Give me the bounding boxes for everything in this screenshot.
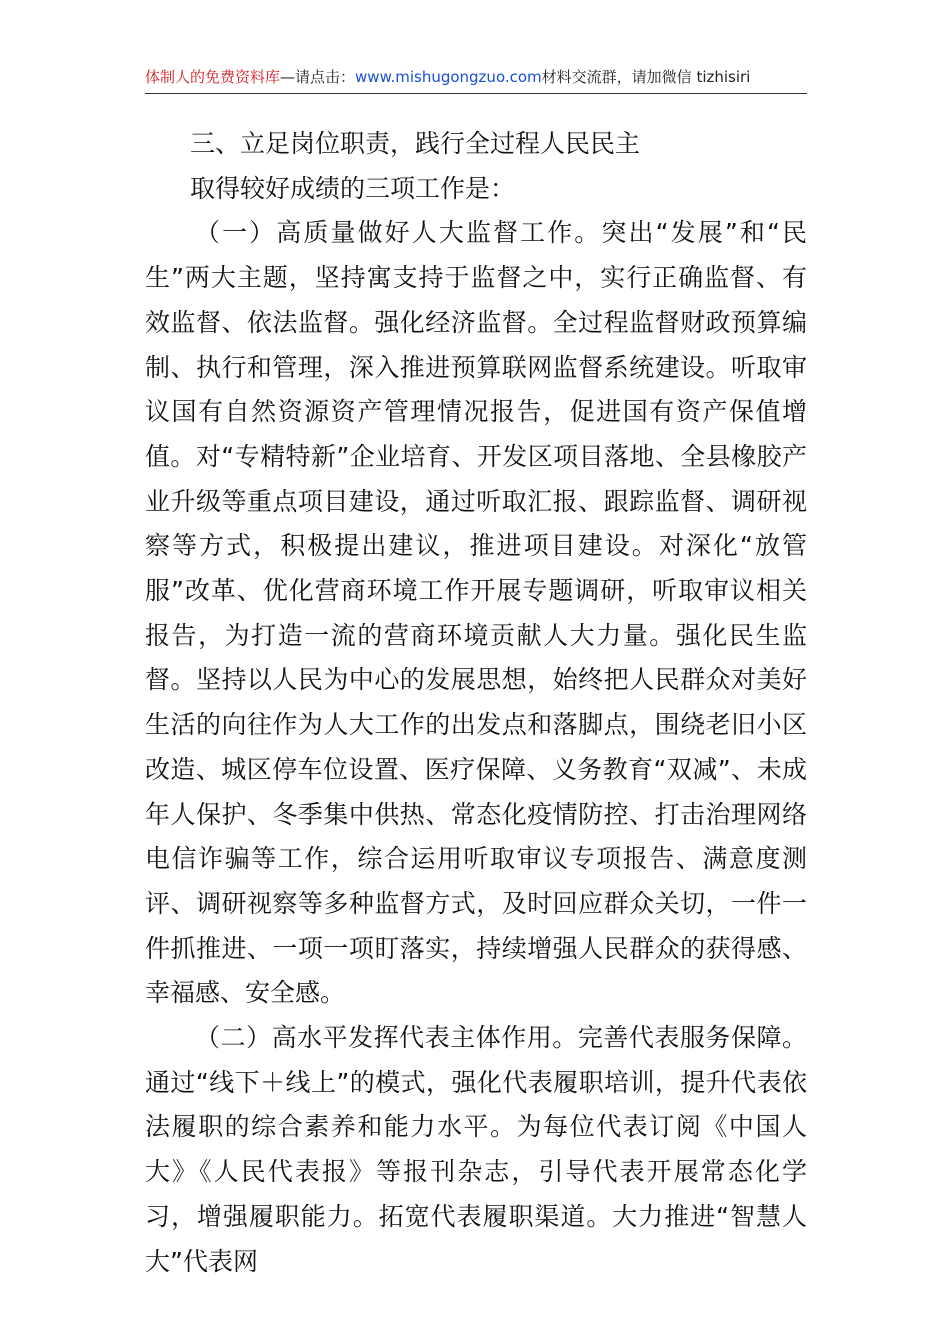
header-divider [145, 93, 807, 94]
page-header [145, 66, 807, 88]
header-suffix: 材料交流群，请加微信 tizhisiri [541, 68, 751, 86]
paragraph-deputies: （二）高水平发挥代表主体作用。完善代表服务保障。通过“线下＋线上”的模式，强化代表履职培训，提升代表依法履职的综合素养和能力水平。为每位代表订阅《中国人大》《人民代表报》等报刊杂志，引导代表开展常态化学习，增强履职能力。拓宽代表履职渠道。大力推进“智慧人大”代表网 [145, 1023, 807, 1276]
intro-line: 取得较好成绩的三项工作是： [190, 173, 516, 203]
header-brand: 体制人的免费资料库 [145, 68, 281, 86]
paragraph-supervision: （一）高质量做好人大监督工作。突出“发展”和“民生”两大主题，坚持寓支持于监督之中，实行正确监督、有效监督、依法监督。强化经济监督。全过程监督财政预算编制、执行和管理，深入推进预算联网监督系统建设。听取审议国有自然资源资产管理情况报告，促进国有资产保值增值。对“专精特新”企业培育、开发区项目落地、全县橡胶产业升级等重点项目建设，通过听取汇报、跟踪监督、调研视察等方式，积极提出建议，推进项目建设。对深化“放管服”改革、优化营商环境工作开展专题调研，听取审议相关报告，为打造一流的营商环境贡献人大力量。强化民生监督。坚持以人民为中心的发展思想，始终把人民群众对美好生活的向往作为人大工作的出发点和落脚点，围绕老旧小区改造、城区停车位设置、医疗保障、义务教育“双减”、未成年人保护、冬季集中供热、常态化疫情防控、打击治理网络电信诈骗等工作，综合运用听取审议专项报告、满意度测评、调研视察等多种监督方式，及时回应群众关切，一件一件抓推进、一项一项盯落实，持续增强人民群众的获得感、幸福感、安全感。 [145, 218, 807, 1008]
section-heading: 三、立足岗位职责，践行全过程人民民主 [190, 129, 641, 158]
header-prompt: —请点击： [280, 68, 356, 86]
header-url-link[interactable]: www.mishugongzuo.com [355, 68, 542, 86]
document-body [145, 122, 807, 1284]
